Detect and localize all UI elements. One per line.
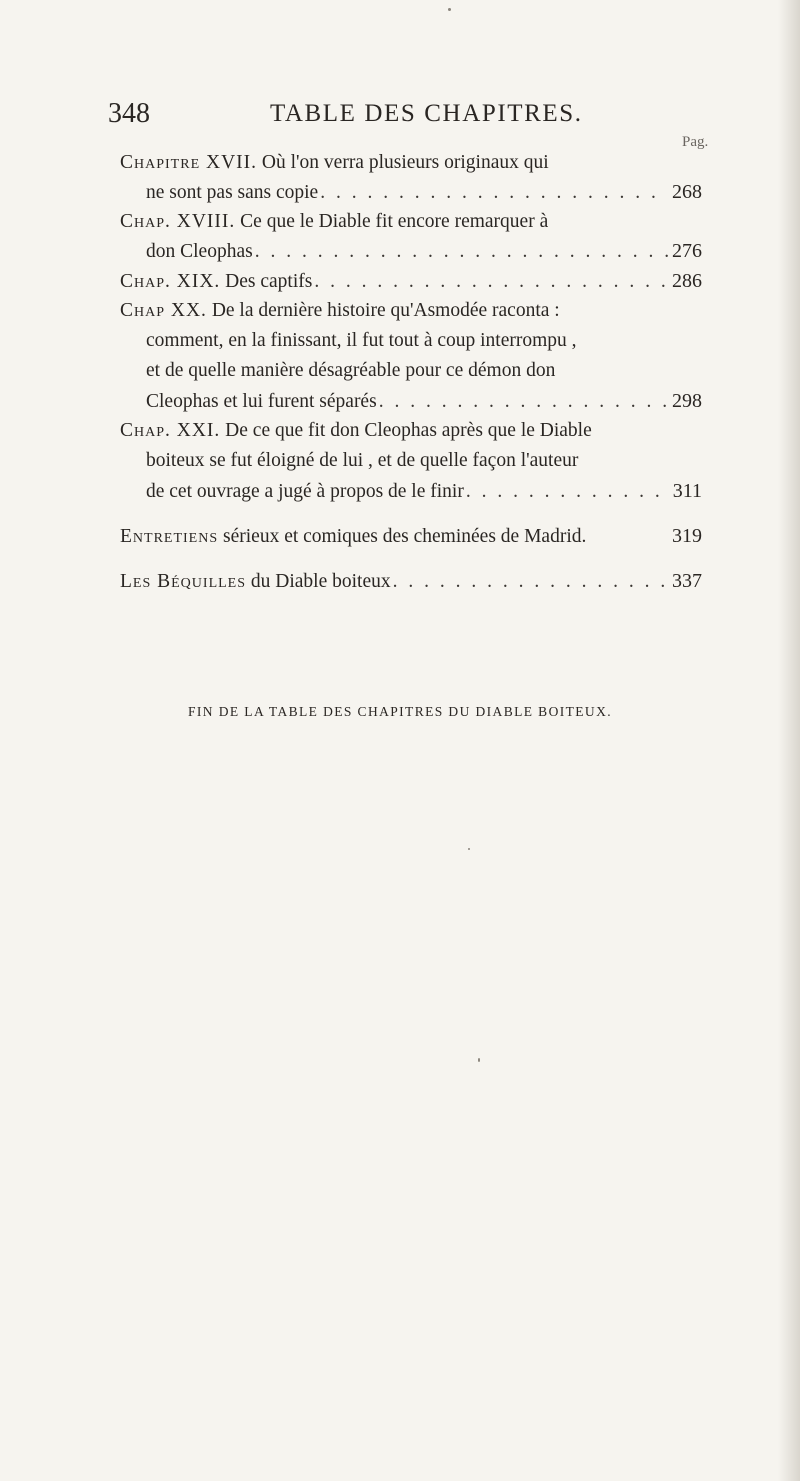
entry-text: ne sont pas sans copie bbox=[146, 182, 319, 203]
page-ref: 298 bbox=[672, 390, 702, 412]
paper-speck bbox=[478, 1058, 480, 1062]
entry-text: De la dernière histoire qu'Asmodée raconta : bbox=[211, 300, 560, 321]
end-of-table-note: FIN DE LA TABLE DES CHAPITRES DU DIABLE BOITEUX. bbox=[188, 704, 612, 719]
chapter-label: Chap. XIX. bbox=[120, 271, 221, 292]
entry-label: Entretiens bbox=[120, 526, 219, 547]
toc-entry-18-line-1 bbox=[120, 207, 702, 237]
paper-speck bbox=[448, 8, 451, 11]
page-number: 348 bbox=[108, 98, 150, 129]
page-edge-shadow bbox=[778, 0, 800, 1481]
dot-leader bbox=[393, 567, 668, 597]
toc-entry-21-line-2 bbox=[146, 446, 702, 476]
entry-text: Où l'on verra plusieurs originaux qui bbox=[261, 152, 549, 173]
entry-text: Ce que le Diable fit encore remarquer à bbox=[240, 211, 549, 232]
chapter-label: Chapitre XVII. bbox=[120, 152, 258, 173]
chapter-label: Chap. XXI. bbox=[120, 420, 221, 441]
entry-text: et de quelle manière désagréable pour ce démon don bbox=[146, 360, 556, 381]
dot-leader bbox=[466, 477, 669, 507]
entry-text: sérieux et comiques des cheminées de Madrid. bbox=[223, 526, 587, 547]
entry-text: du Diable boiteux bbox=[250, 571, 391, 592]
dot-leader bbox=[379, 387, 668, 417]
toc-entry-21-line-1 bbox=[120, 416, 702, 446]
entry-label: Les Béquilles bbox=[120, 571, 247, 592]
toc-entry-18-line-2 bbox=[146, 236, 702, 266]
toc-entry-17-line-2 bbox=[146, 177, 702, 207]
entry-text: boiteux se fut éloigné de lui , et de quelle façon l'auteur bbox=[146, 450, 579, 471]
entry-text: Des captifs bbox=[225, 271, 313, 292]
chapter-label: Chap XX. bbox=[120, 300, 207, 321]
chapter-label: Chap. XVIII. bbox=[120, 211, 236, 232]
toc-entry-21-line-3 bbox=[146, 476, 702, 506]
dot-leader bbox=[255, 237, 668, 267]
page-ref: 286 bbox=[672, 270, 702, 292]
toc-entry-20-line-4 bbox=[146, 386, 702, 416]
toc-entry-20-line-3 bbox=[146, 356, 702, 386]
entry-line bbox=[120, 267, 312, 297]
pag-label: Pag. bbox=[682, 134, 709, 150]
running-title: TABLE DES CHAPITRES. bbox=[270, 100, 583, 127]
page-ref: 311 bbox=[672, 480, 702, 502]
entry-text: de cet ouvrage a jugé à propos de le finir bbox=[146, 481, 464, 502]
entry-text: De ce que fit don Cleophas après que le Diable bbox=[225, 420, 592, 441]
page-ref: 276 bbox=[672, 240, 702, 262]
entry-text: don Cleophas bbox=[146, 241, 253, 262]
page-header bbox=[108, 98, 708, 138]
paper-speck bbox=[468, 848, 470, 850]
entry-text: comment, en la finissant, il fut tout à coup interrompu , bbox=[146, 330, 577, 351]
toc-entry-20-line-2 bbox=[146, 326, 702, 356]
page-ref: 337 bbox=[672, 570, 702, 592]
entry-text: Cleophas et lui furent séparés bbox=[146, 391, 377, 412]
toc-entry-17-line-1 bbox=[120, 148, 702, 178]
page-ref: 319 bbox=[672, 525, 702, 547]
toc-entry-19-line-1 bbox=[120, 266, 702, 296]
entry-line bbox=[120, 567, 391, 597]
dot-leader bbox=[314, 267, 668, 297]
toc-entry-bequilles bbox=[120, 566, 702, 596]
dot-leader bbox=[320, 178, 668, 208]
page-ref: 268 bbox=[672, 181, 702, 203]
entry-line bbox=[120, 522, 586, 552]
toc-entry-entretiens bbox=[120, 521, 702, 551]
toc-entry-20-line-1 bbox=[120, 296, 702, 326]
